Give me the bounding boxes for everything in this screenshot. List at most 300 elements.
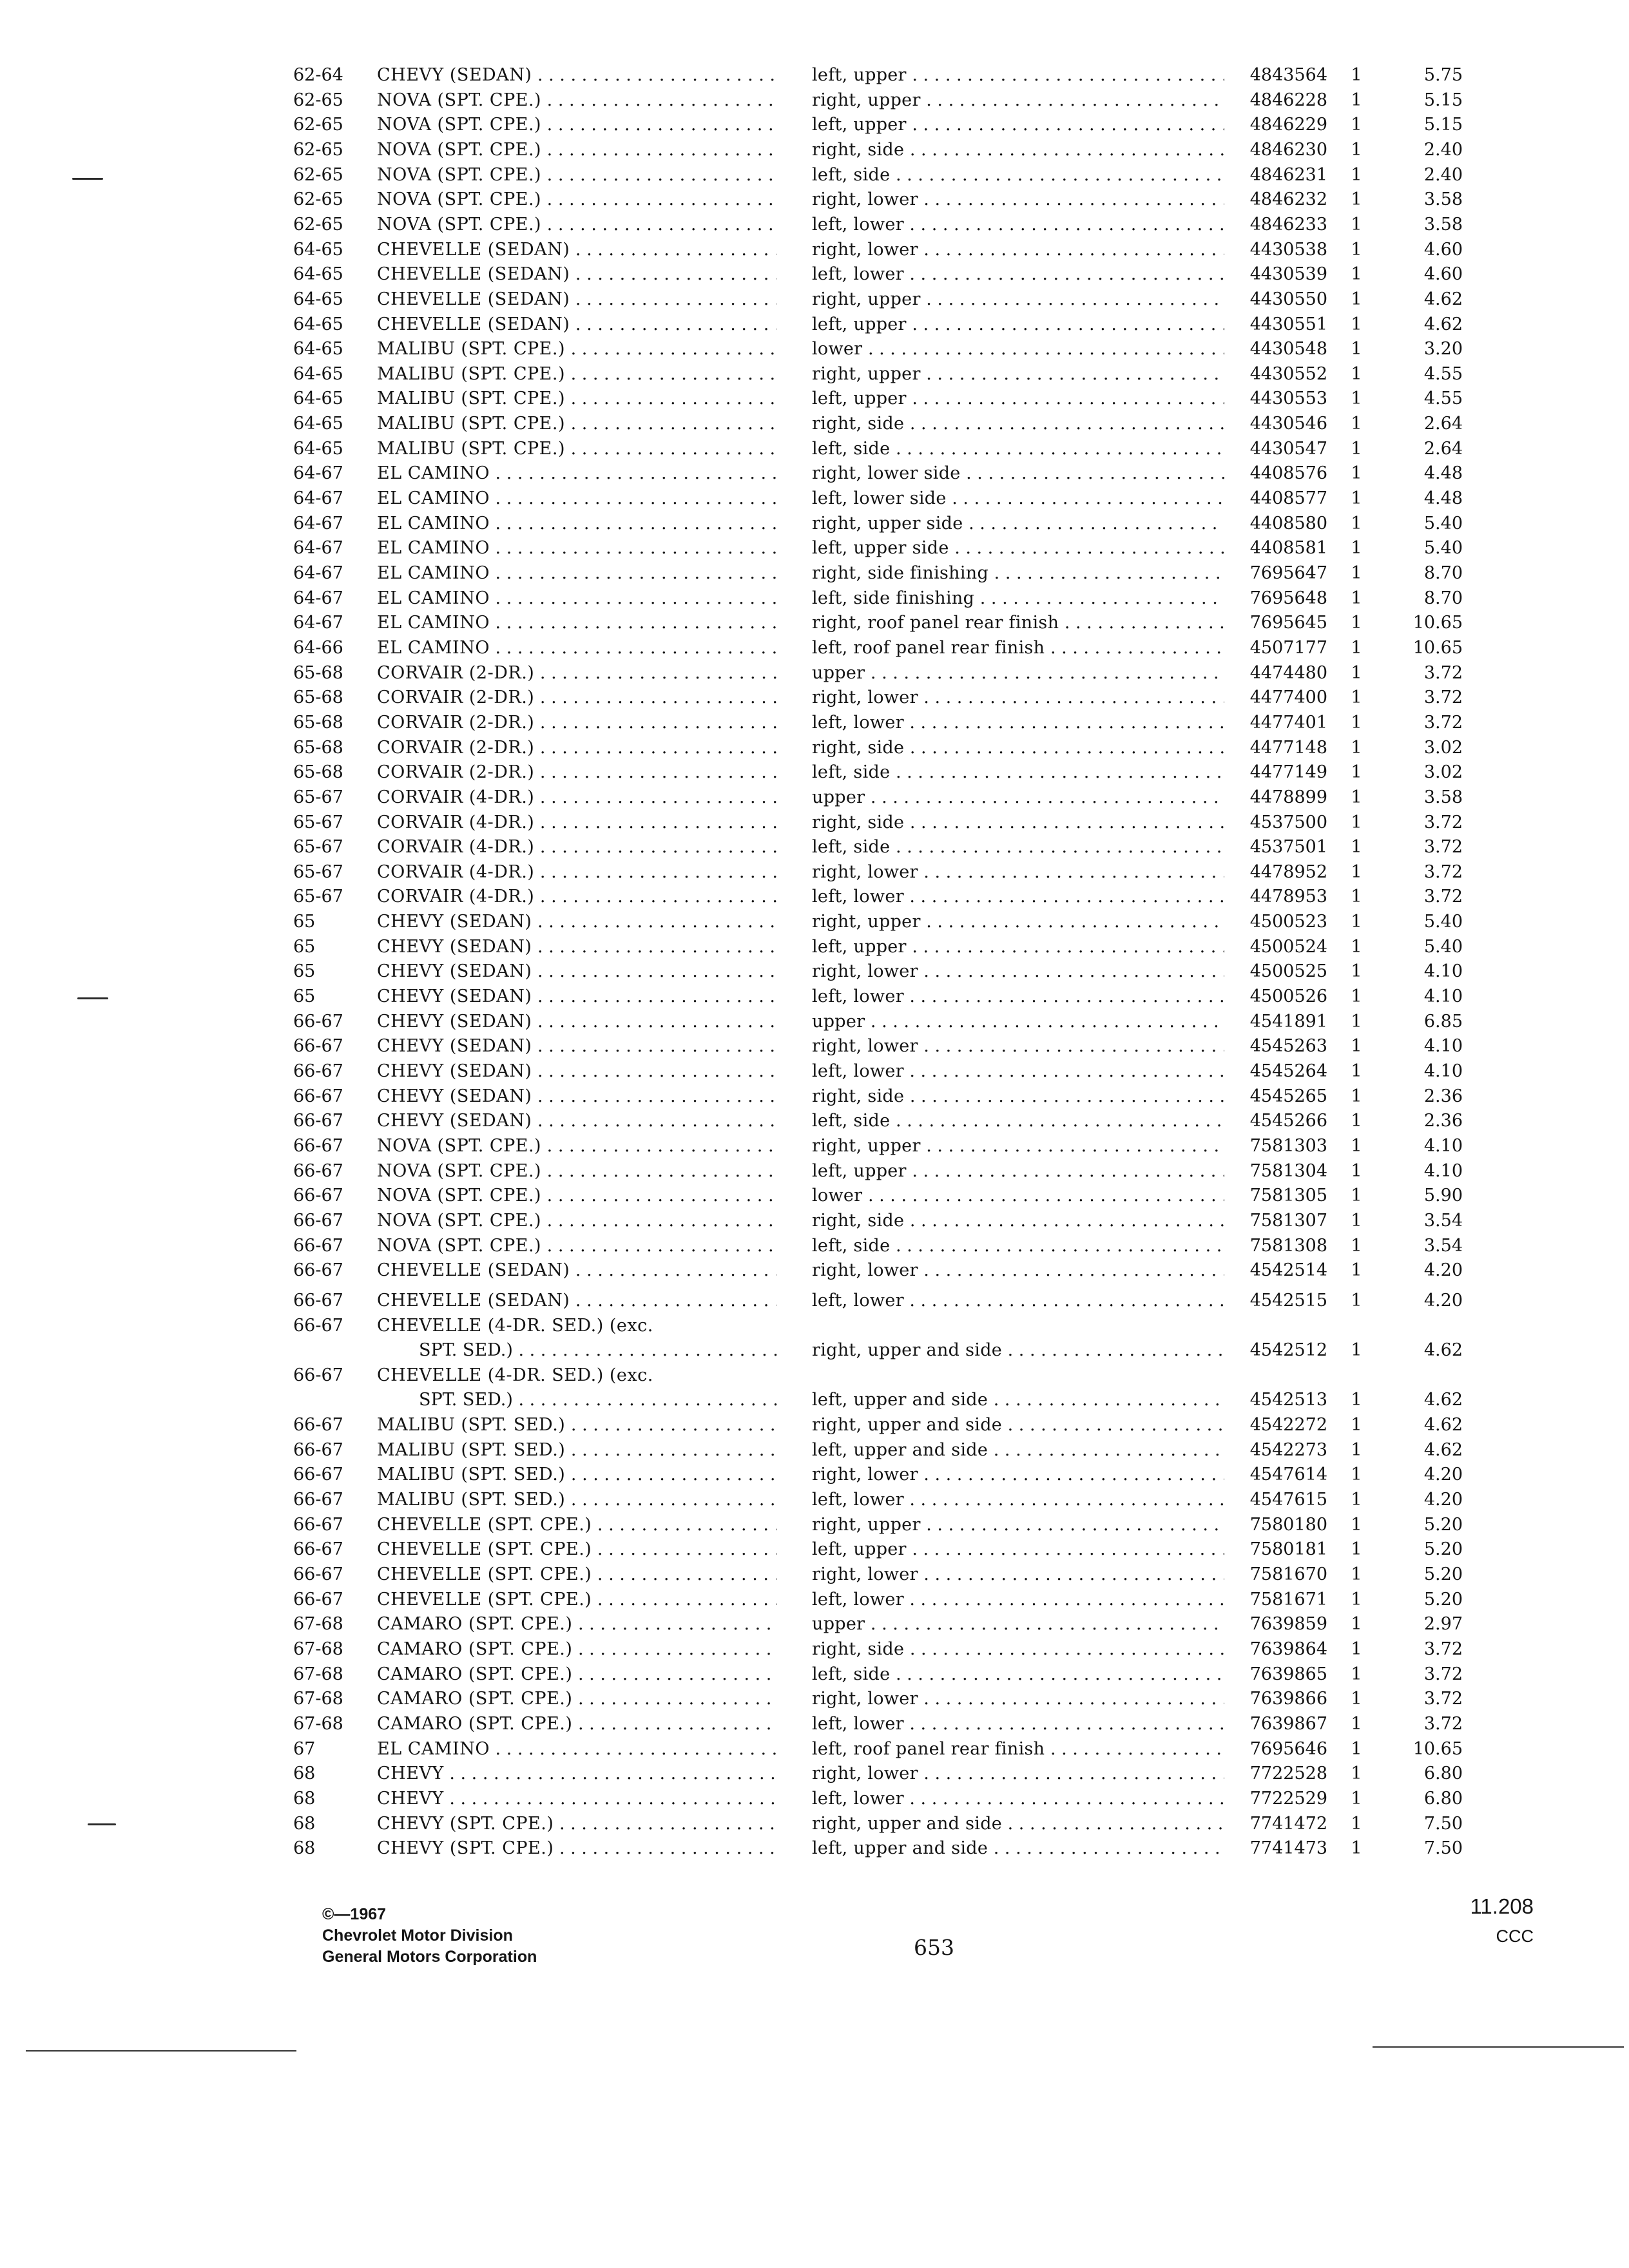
- part-number: 4500526: [1249, 986, 1327, 1006]
- price: 4.10: [1423, 961, 1463, 981]
- quantity: 1: [1351, 1763, 1362, 1783]
- part-number: 4542513: [1249, 1390, 1327, 1410]
- price: 5.40: [1423, 937, 1463, 957]
- catalog-entry: [0, 88, 1629, 113]
- year-range: 65-68: [293, 762, 343, 782]
- quantity: 1: [1351, 937, 1362, 957]
- catalog-entry: [0, 1836, 1629, 1861]
- price: 5.20: [1423, 1590, 1463, 1610]
- model-name: CHEVELLE (SEDAN) . . .: [377, 1289, 776, 1313]
- year-range: 66-67: [293, 1086, 343, 1106]
- model-name: EL CAMINO . . .: [377, 586, 776, 611]
- catalog-entry: [0, 1159, 1629, 1184]
- model-name: CHEVY (SEDAN) . . .: [377, 1034, 776, 1059]
- part-description: left, upper . . .: [812, 1159, 1224, 1184]
- model-name: MALIBU (SPT. CPE.) . . .: [377, 337, 776, 361]
- catalog-entry: [0, 1209, 1629, 1233]
- part-number: 7639867: [1249, 1714, 1327, 1734]
- part-description: left, upper . . .: [812, 113, 1224, 137]
- quantity: 1: [1351, 912, 1362, 932]
- part-description: right, upper . . .: [812, 362, 1224, 387]
- quantity: 1: [1351, 1136, 1362, 1156]
- model-name: NOVA (SPT. CPE.) . . .: [377, 1234, 776, 1258]
- model-name: NOVA (SPT. CPE.) . . .: [377, 88, 776, 113]
- part-description: left, upper . . .: [812, 312, 1224, 337]
- catalog-entry: [0, 1234, 1629, 1258]
- quantity: 1: [1351, 961, 1362, 981]
- part-description: right, side finishing . . .: [812, 561, 1224, 586]
- price: 4.62: [1423, 314, 1463, 334]
- price: 4.60: [1423, 264, 1463, 284]
- part-number: 7581304: [1249, 1161, 1327, 1181]
- model-name: EL CAMINO . . .: [377, 536, 776, 561]
- part-number: 4541891: [1249, 1012, 1327, 1032]
- part-number: 4430547: [1249, 439, 1327, 459]
- model-name: NOVA (SPT. CPE.) . . .: [377, 1159, 776, 1184]
- part-description: left, lower . . .: [812, 711, 1224, 735]
- part-number: 7722528: [1249, 1763, 1327, 1783]
- catalog-entry: [0, 536, 1629, 561]
- model-name: MALIBU (SPT. CPE.) . . .: [377, 362, 776, 387]
- price: 6.80: [1423, 1763, 1463, 1783]
- year-range: 64-67: [293, 563, 343, 583]
- quantity: 1: [1351, 613, 1362, 633]
- division-line: Chevrolet Motor Division: [322, 1927, 513, 1945]
- part-description: left, lower . . .: [812, 1289, 1224, 1313]
- year-range: 68: [293, 1763, 316, 1783]
- price: 5.40: [1423, 538, 1463, 558]
- section-code: 11.208: [1470, 1894, 1534, 1918]
- price: 10.65: [1412, 1739, 1463, 1759]
- catalog-entry: [0, 1737, 1629, 1762]
- part-number: 4430550: [1249, 289, 1327, 309]
- part-number: 4542514: [1249, 1260, 1327, 1280]
- part-number: 4430548: [1249, 339, 1327, 359]
- part-description: right, upper . . .: [812, 88, 1224, 113]
- scan-binding-mark: [88, 1823, 116, 1825]
- price: 4.62: [1423, 289, 1463, 309]
- price: 3.72: [1423, 1689, 1463, 1709]
- part-number: 7581670: [1249, 1564, 1327, 1584]
- part-description: right, upper side . . .: [812, 512, 1224, 536]
- year-range: 67: [293, 1739, 316, 1759]
- catalog-entry: [0, 1365, 1629, 1412]
- part-description: left, lower . . .: [812, 1488, 1224, 1512]
- part-description: left, side . . .: [812, 437, 1224, 461]
- year-range: 66-67: [293, 1590, 343, 1610]
- catalog-entry: [0, 387, 1629, 411]
- quantity: 1: [1351, 1639, 1362, 1659]
- year-range: 66-67: [293, 1365, 343, 1385]
- part-description: right, side . . .: [812, 1209, 1224, 1233]
- year-range: 64-65: [293, 289, 343, 309]
- year-range: 62-65: [293, 140, 343, 160]
- model-name-continuation: SPT. SED.) . . .: [419, 1388, 780, 1412]
- year-range: 62-65: [293, 189, 343, 209]
- year-range: 64-65: [293, 240, 343, 260]
- part-number: 7581303: [1249, 1136, 1327, 1156]
- price: 4.20: [1423, 1291, 1463, 1311]
- catalog-entry: [0, 736, 1629, 760]
- year-range: 66-67: [293, 1036, 343, 1056]
- model-name: CHEVY (SEDAN) . . .: [377, 1109, 776, 1133]
- year-range: 65-67: [293, 887, 343, 907]
- price: 4.10: [1423, 1061, 1463, 1081]
- price: 3.72: [1423, 663, 1463, 683]
- quantity: 1: [1351, 1689, 1362, 1709]
- part-number: 7639865: [1249, 1664, 1327, 1684]
- year-range: 64-67: [293, 613, 343, 633]
- price: 8.70: [1423, 588, 1463, 608]
- year-range: 62-65: [293, 115, 343, 135]
- year-range: 66-67: [293, 1211, 343, 1231]
- part-number: 4478953: [1249, 887, 1327, 907]
- quantity: 1: [1351, 1440, 1362, 1460]
- part-description: right, side . . .: [812, 412, 1224, 436]
- catalog-entry: [0, 486, 1629, 511]
- price: 2.64: [1423, 439, 1463, 459]
- part-description: left, lower . . .: [812, 213, 1224, 237]
- year-range: 66-67: [293, 1564, 343, 1584]
- catalog-entry: [0, 561, 1629, 586]
- model-name: CORVAIR (4-DR.) . . .: [377, 785, 776, 810]
- part-description: left, side finishing . . .: [812, 586, 1224, 611]
- part-description: right, upper . . .: [812, 1513, 1224, 1537]
- part-description: left, lower . . .: [812, 262, 1224, 287]
- catalog-entry: [0, 1662, 1629, 1687]
- year-range: 66-67: [293, 1012, 343, 1032]
- year-range: 66-67: [293, 1440, 343, 1460]
- part-description: left, upper . . .: [812, 387, 1224, 411]
- part-number: 4408576: [1249, 463, 1327, 483]
- price: 3.72: [1423, 887, 1463, 907]
- price: 4.55: [1423, 364, 1463, 384]
- quantity: 1: [1351, 1260, 1362, 1280]
- year-range: 66-67: [293, 1291, 343, 1311]
- part-number: 4545264: [1249, 1061, 1327, 1081]
- part-number: 4537501: [1249, 837, 1327, 857]
- quantity: 1: [1351, 1061, 1362, 1081]
- part-number: 4474480: [1249, 663, 1327, 683]
- year-range: 64-65: [293, 339, 343, 359]
- part-number: 4846231: [1249, 165, 1327, 185]
- quantity: 1: [1351, 1814, 1362, 1834]
- model-name: CORVAIR (4-DR.) . . .: [377, 811, 776, 835]
- model-name: EL CAMINO . . .: [377, 486, 776, 511]
- section-code-suffix: CCC: [1496, 1927, 1534, 1946]
- part-number: 4542272: [1249, 1415, 1327, 1435]
- quantity: 1: [1351, 414, 1362, 434]
- part-description: left, lower side . . .: [812, 486, 1224, 511]
- price: 3.72: [1423, 812, 1463, 832]
- year-range: 67-68: [293, 1614, 343, 1634]
- catalog-entry: [0, 1289, 1629, 1313]
- model-name: CHEVY (SEDAN) . . .: [377, 985, 776, 1009]
- price: 5.90: [1423, 1186, 1463, 1206]
- model-name: NOVA (SPT. CPE.) . . .: [377, 1209, 776, 1233]
- model-name: CHEVY . . .: [377, 1762, 776, 1786]
- part-description: upper . . .: [812, 785, 1224, 810]
- part-description: left, upper and side . . .: [812, 1438, 1224, 1463]
- model-name: CORVAIR (2-DR.) . . .: [377, 711, 776, 735]
- quantity: 1: [1351, 887, 1362, 907]
- price: 7.50: [1423, 1814, 1463, 1834]
- scan-edge-rule: [26, 2050, 296, 2052]
- model-name: CHEVY (SPT. CPE.) . . .: [377, 1812, 776, 1836]
- price: 7.50: [1423, 1838, 1463, 1858]
- part-description: upper . . .: [812, 661, 1224, 686]
- quantity: 1: [1351, 1664, 1362, 1684]
- part-number: 4430552: [1249, 364, 1327, 384]
- price: 4.62: [1423, 1415, 1463, 1435]
- part-description: right, lower . . .: [812, 1687, 1224, 1711]
- quantity: 1: [1351, 189, 1362, 209]
- year-range: 65-67: [293, 862, 343, 882]
- year-range: 65: [293, 961, 316, 981]
- year-range: 66-67: [293, 1111, 343, 1131]
- part-description: left, side . . .: [812, 1109, 1224, 1133]
- catalog-entry: [0, 138, 1629, 162]
- price: 4.62: [1423, 1390, 1463, 1410]
- model-name: CORVAIR (2-DR.) . . .: [377, 686, 776, 710]
- year-range: 62-65: [293, 165, 343, 185]
- part-description: right, lower . . .: [812, 959, 1224, 984]
- year-range: 65-68: [293, 687, 343, 707]
- year-range: 65-68: [293, 738, 343, 758]
- catalog-entry: [0, 362, 1629, 387]
- price: 5.40: [1423, 514, 1463, 533]
- part-number: 4545266: [1249, 1111, 1327, 1131]
- year-range: 64-66: [293, 638, 343, 658]
- part-number: 4408577: [1249, 488, 1327, 508]
- year-range: 67-68: [293, 1689, 343, 1709]
- model-name: CHEVY (SEDAN) . . .: [377, 1010, 776, 1034]
- part-description: left, roof panel rear finish . . .: [812, 1737, 1224, 1762]
- catalog-entry: [0, 1184, 1629, 1208]
- model-name: CHEVELLE (SPT. CPE.) . . .: [377, 1513, 776, 1537]
- part-description: right, upper and side . . .: [812, 1812, 1224, 1836]
- part-number: 7741473: [1249, 1838, 1327, 1858]
- part-number: 4408580: [1249, 514, 1327, 533]
- year-range: 64-65: [293, 414, 343, 434]
- part-description: right, lower . . .: [812, 1762, 1224, 1786]
- year-range: 66-67: [293, 1136, 343, 1156]
- price: 4.20: [1423, 1490, 1463, 1510]
- price: 5.15: [1423, 115, 1463, 135]
- quantity: 1: [1351, 1789, 1362, 1809]
- catalog-entry: [0, 1562, 1629, 1587]
- price: 4.10: [1423, 1036, 1463, 1056]
- year-range: 64-67: [293, 488, 343, 508]
- part-number: 4547614: [1249, 1465, 1327, 1485]
- catalog-entry: [0, 1010, 1629, 1034]
- catalog-entry: [0, 686, 1629, 710]
- price: 3.72: [1423, 713, 1463, 733]
- part-number: 4846232: [1249, 189, 1327, 209]
- quantity: 1: [1351, 488, 1362, 508]
- catalog-entry: [0, 1084, 1629, 1109]
- year-range: 66-67: [293, 1490, 343, 1510]
- price: 3.54: [1423, 1236, 1463, 1256]
- year-range: 68: [293, 1789, 316, 1809]
- model-name: CHEVY (SEDAN) . . .: [377, 959, 776, 984]
- part-number: 7639866: [1249, 1689, 1327, 1709]
- part-number: 4430553: [1249, 389, 1327, 408]
- price: 4.48: [1423, 463, 1463, 483]
- catalog-entry: [0, 985, 1629, 1009]
- quantity: 1: [1351, 638, 1362, 658]
- catalog-entry: [0, 636, 1629, 660]
- catalog-entry: [0, 1612, 1629, 1637]
- model-name: MALIBU (SPT. SED.) . . .: [377, 1463, 776, 1487]
- price: 10.65: [1412, 613, 1463, 633]
- quantity: 1: [1351, 339, 1362, 359]
- part-number: 4430538: [1249, 240, 1327, 260]
- price: 3.20: [1423, 339, 1463, 359]
- quantity: 1: [1351, 1340, 1362, 1360]
- part-description: left, roof panel rear finish . . .: [812, 636, 1224, 660]
- year-range: 62-65: [293, 215, 343, 235]
- model-name: CHEVELLE (SEDAN) . . .: [377, 262, 776, 287]
- price: 6.80: [1423, 1789, 1463, 1809]
- catalog-entry: [0, 1134, 1629, 1158]
- model-name: CORVAIR (4-DR.) . . .: [377, 860, 776, 885]
- year-range: 64-65: [293, 389, 343, 408]
- catalog-entry: [0, 262, 1629, 287]
- model-name: CHEVELLE (SEDAN) . . .: [377, 238, 776, 262]
- quantity: 1: [1351, 264, 1362, 284]
- part-description: right, side . . .: [812, 736, 1224, 760]
- year-range: 66-67: [293, 1236, 343, 1256]
- year-range: 64-65: [293, 439, 343, 459]
- model-name: EL CAMINO . . .: [377, 512, 776, 536]
- part-number: 7741472: [1249, 1814, 1327, 1834]
- quantity: 1: [1351, 364, 1362, 384]
- quantity: 1: [1351, 588, 1362, 608]
- part-description: right, lower . . .: [812, 1258, 1224, 1283]
- catalog-entry: [0, 287, 1629, 312]
- catalog-entry: [0, 412, 1629, 436]
- year-range: 62-65: [293, 90, 343, 110]
- catalog-entry: [0, 213, 1629, 237]
- catalog-entry: [0, 860, 1629, 885]
- quantity: 1: [1351, 1036, 1362, 1056]
- part-number: 4846228: [1249, 90, 1327, 110]
- catalog-entry: [0, 1687, 1629, 1711]
- quantity: 1: [1351, 1291, 1362, 1311]
- part-description: left, side . . .: [812, 760, 1224, 785]
- part-number: 4500523: [1249, 912, 1327, 932]
- quantity: 1: [1351, 1111, 1362, 1131]
- catalog-entry: [0, 238, 1629, 262]
- quantity: 1: [1351, 1564, 1362, 1584]
- quantity: 1: [1351, 812, 1362, 832]
- year-range: 68: [293, 1814, 316, 1834]
- quantity: 1: [1351, 1590, 1362, 1610]
- part-description: right, lower . . .: [812, 187, 1224, 212]
- year-range: 67-68: [293, 1714, 343, 1734]
- catalog-entry: [0, 1588, 1629, 1612]
- price: 3.72: [1423, 837, 1463, 857]
- year-range: 65: [293, 937, 316, 957]
- year-range: 68: [293, 1838, 316, 1858]
- part-description: left, side . . .: [812, 163, 1224, 187]
- year-range: 66-67: [293, 1316, 343, 1336]
- model-name: EL CAMINO . . .: [377, 461, 776, 486]
- quantity: 1: [1351, 1415, 1362, 1435]
- year-range: 66-67: [293, 1061, 343, 1081]
- part-description: right, upper . . .: [812, 1134, 1224, 1158]
- quantity: 1: [1351, 986, 1362, 1006]
- quantity: 1: [1351, 314, 1362, 334]
- scan-edge-rule: [1373, 2046, 1624, 2048]
- part-description: left, upper . . .: [812, 935, 1224, 959]
- year-range: 65-67: [293, 787, 343, 807]
- part-description: right, roof panel rear finish . . .: [812, 611, 1224, 635]
- part-description: right, side . . .: [812, 1637, 1224, 1662]
- catalog-entry: [0, 586, 1629, 611]
- quantity: 1: [1351, 165, 1362, 185]
- copyright-block: [322, 1904, 537, 1968]
- price: 5.20: [1423, 1539, 1463, 1559]
- price: 3.58: [1423, 189, 1463, 209]
- catalog-entry: [0, 785, 1629, 810]
- model-name: CHEVY (SEDAN) . . .: [377, 935, 776, 959]
- catalog-entry: [0, 661, 1629, 686]
- catalog-entry: [0, 113, 1629, 137]
- price: 3.72: [1423, 1639, 1463, 1659]
- quantity: 1: [1351, 713, 1362, 733]
- catalog-entry: [0, 1258, 1629, 1283]
- model-name: NOVA (SPT. CPE.) . . .: [377, 213, 776, 237]
- year-range: 66-67: [293, 1415, 343, 1435]
- part-number: 4430546: [1249, 414, 1327, 434]
- part-number: 7581305: [1249, 1186, 1327, 1206]
- part-number: 7695645: [1249, 613, 1327, 633]
- part-number: 4500524: [1249, 937, 1327, 957]
- part-number: 7695648: [1249, 588, 1327, 608]
- price: 5.15: [1423, 90, 1463, 110]
- corporation-line: General Motors Corporation: [322, 1948, 537, 1966]
- model-name: CHEVELLE (SPT. CPE.) . . .: [377, 1588, 776, 1612]
- part-description: right, side . . .: [812, 811, 1224, 835]
- catalog-entry: [0, 437, 1629, 461]
- part-description: right, side . . .: [812, 138, 1224, 162]
- part-description: left, side . . .: [812, 835, 1224, 860]
- quantity: 1: [1351, 862, 1362, 882]
- page-number: 653: [914, 1935, 954, 1960]
- part-description: lower . . .: [812, 337, 1224, 361]
- price: 2.36: [1423, 1086, 1463, 1106]
- model-name: MALIBU (SPT. SED.) . . .: [377, 1438, 776, 1463]
- model-name: CHEVELLE (4-DR. SED.) (exc.: [377, 1316, 653, 1336]
- model-name: CAMARO (SPT. CPE.) . . .: [377, 1612, 776, 1637]
- part-number: 7581307: [1249, 1211, 1327, 1231]
- model-name: CHEVY (SPT. CPE.) . . .: [377, 1836, 776, 1861]
- price: 4.62: [1423, 1340, 1463, 1360]
- year-range: 65-67: [293, 812, 343, 832]
- part-number: 4477149: [1249, 762, 1327, 782]
- quantity: 1: [1351, 1012, 1362, 1032]
- price: 4.10: [1423, 1161, 1463, 1181]
- model-name: EL CAMINO . . .: [377, 561, 776, 586]
- part-number: 4547615: [1249, 1490, 1327, 1510]
- part-number: 7639864: [1249, 1639, 1327, 1659]
- part-number: 4545265: [1249, 1086, 1327, 1106]
- catalog-entry: [0, 1637, 1629, 1662]
- year-range: 67-68: [293, 1664, 343, 1684]
- part-description: right, upper and side . . .: [812, 1338, 1224, 1363]
